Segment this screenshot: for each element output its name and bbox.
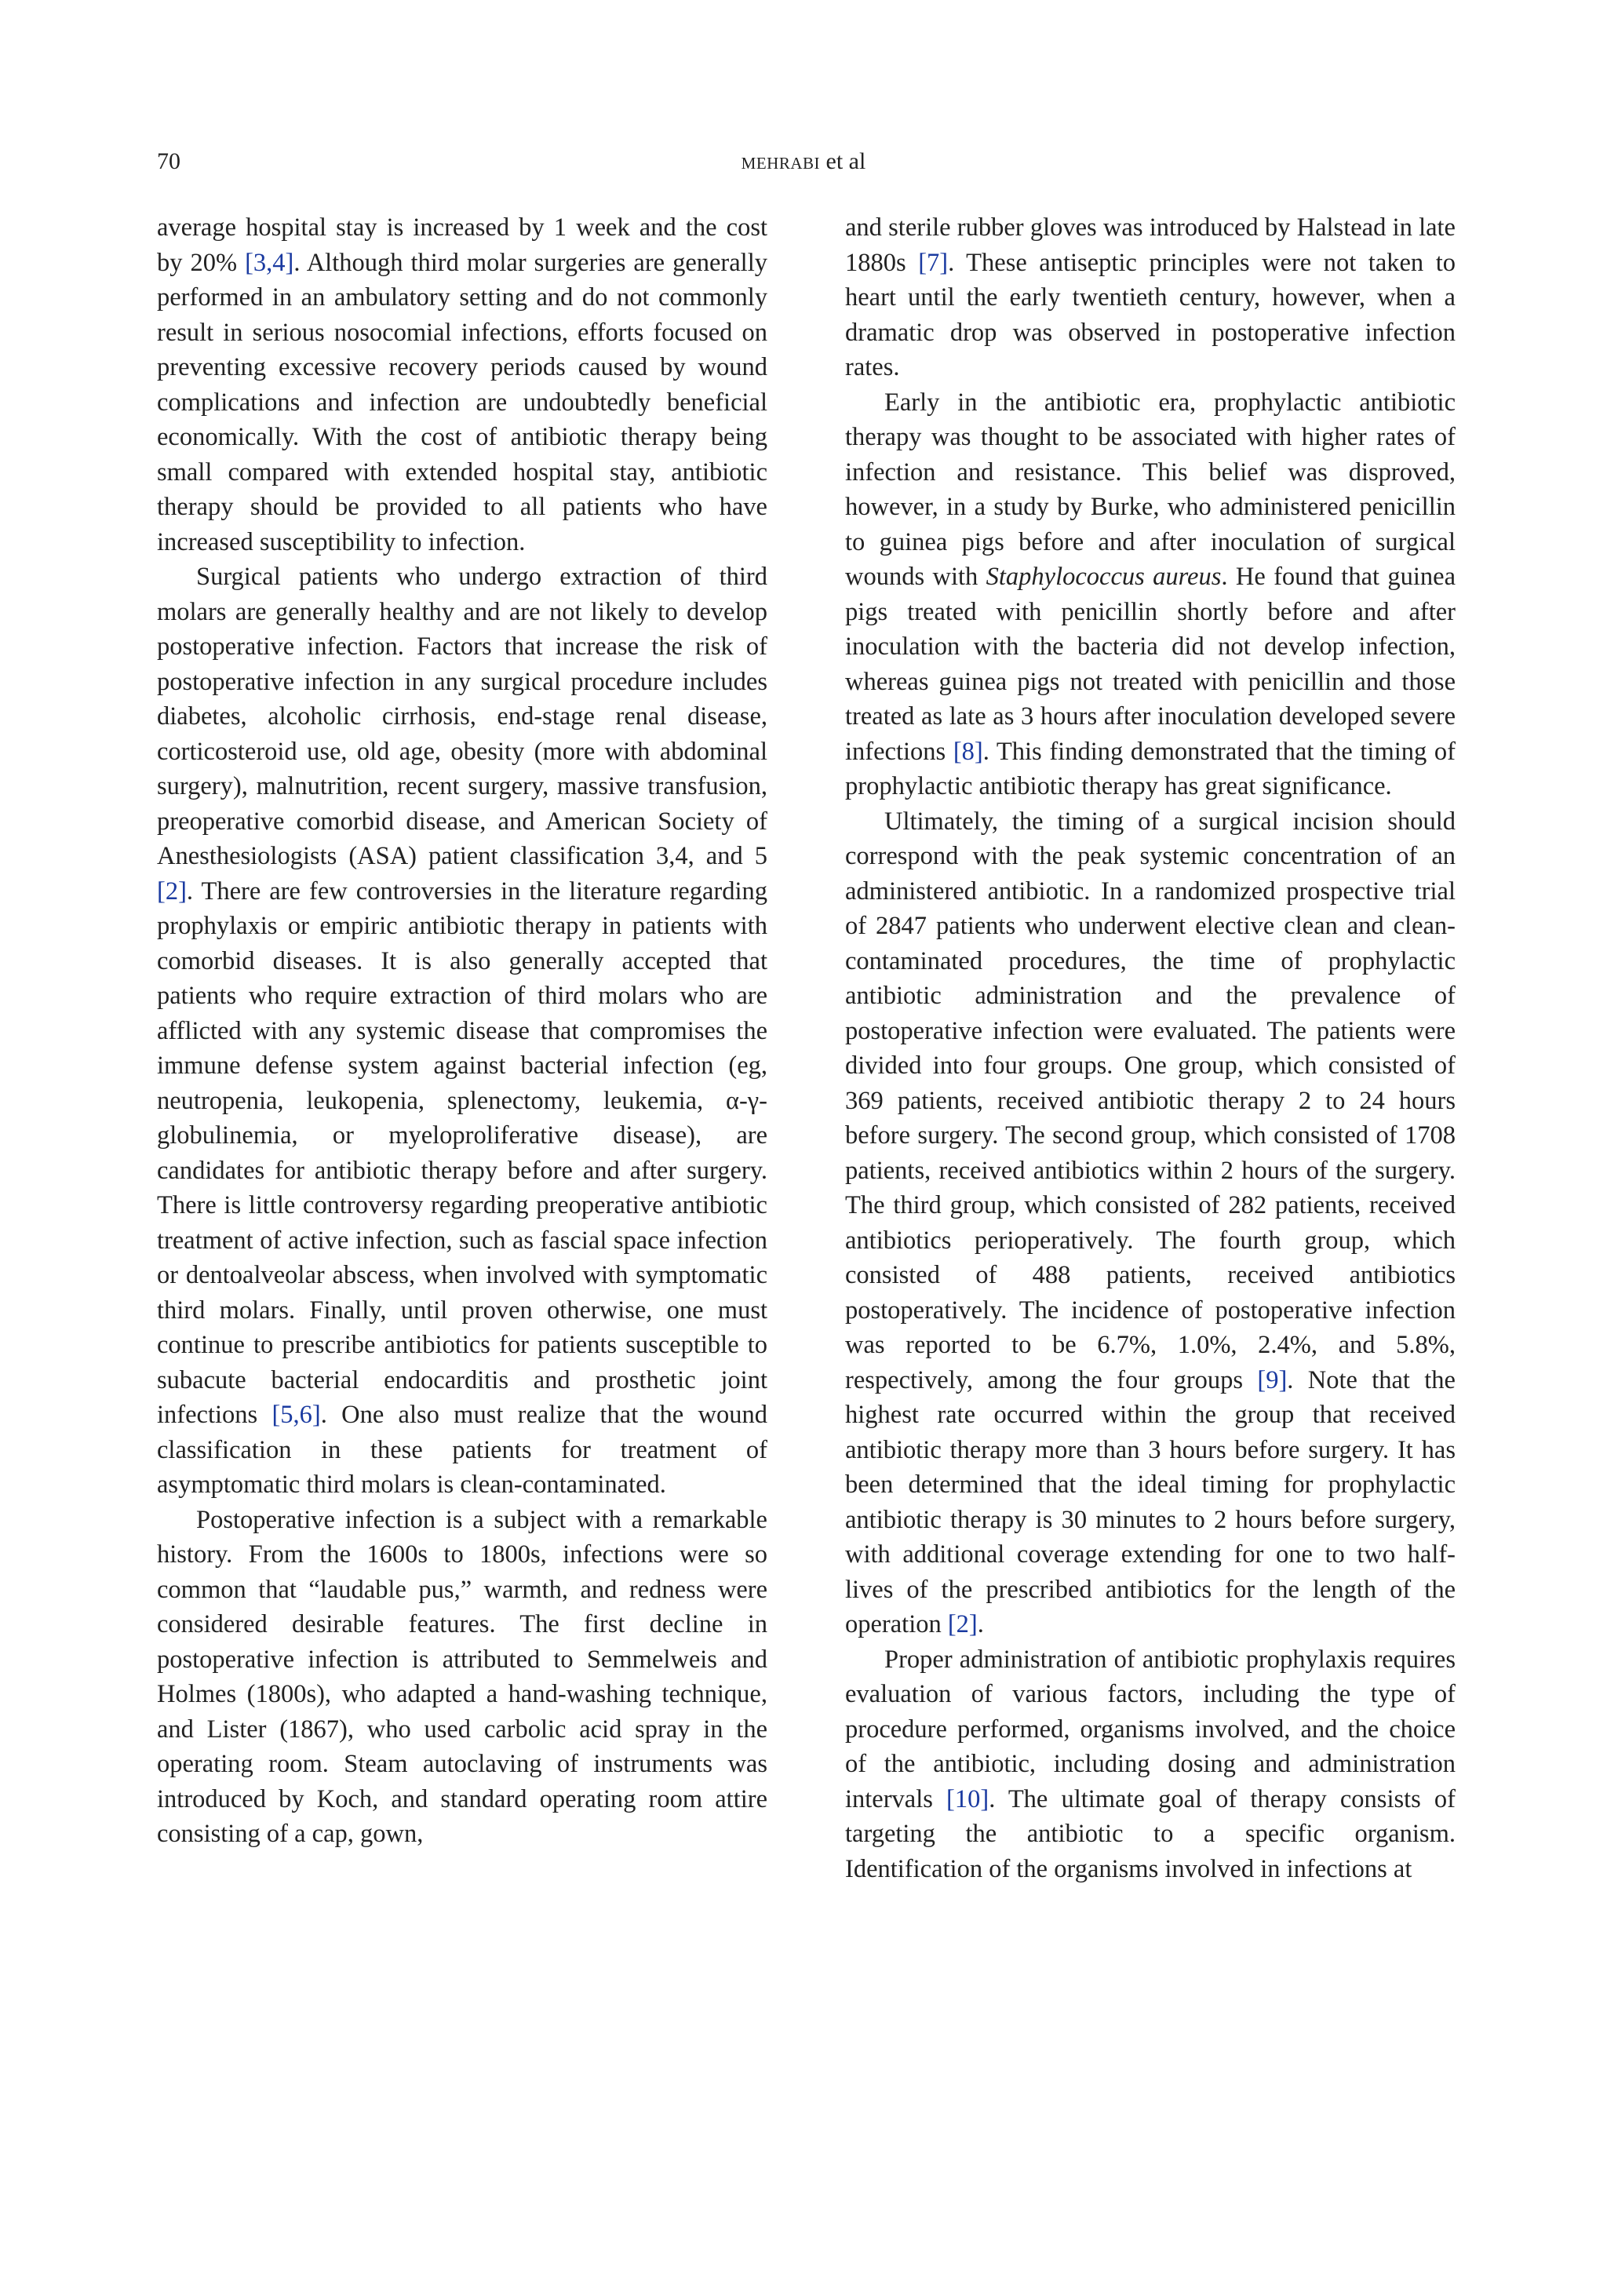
page-number: 70 <box>157 148 180 174</box>
left-paragraph-2: Surgical patients who undergo extraction of third molars are generally healthy and are not likely to develop postoperative infection. Factors that increase the risk of postoperative infection in any surgical procedure includes diabetes, alcoholic cirrhosis, end-stage renal disease, corticosteroid use, old age, obesity (more with abdominal surgery), malnutrition, recent surgery, massive transfusion, preoperative comorbid disease, and American Society of Anesthesiologists (ASA) patient classification 3,4, and 5 [2]. There are few controversies in the literature regarding prophylaxis or empiric antibiotic therapy in patients with comorbid diseases. It is also generally accepted that patients who require extraction of third molars who are afflicted with any systemic disease that compromises the immune defense system against bacterial infection (eg, neutropenia, leukopenia, splenectomy, leukemia, α-γ-globulinemia, or myeloproliferative disease), are candidates for antibiotic therapy before and after surgery. There is little controversy regarding preoperative antibiotic treatment of active infection, such as fascial space infection or dentoalveolar abscess, when involved with symptomatic third molars. Finally, until proven otherwise, one must continue to prescribe antibiotics for patients susceptible to subacute bacterial endocarditis and prosthetic joint infections [5,6]. One also must realize that the wound classification in these patients for treatment of asymptomatic third molars is clean-contaminated. <box>157 563 767 1499</box>
running-head <box>0 148 1607 176</box>
reference-link[interactable]: [2] <box>157 876 187 906</box>
reference-link[interactable]: [2] <box>947 1610 978 1638</box>
right-paragraph-1: and sterile rubber gloves was introduced by Halstead in late 1880s [7]. These antiseptic principles were not taken to heart until the early twentieth century, however, when a dramatic drop was observed in postoperative infection rates. <box>845 213 1456 381</box>
right-column <box>845 210 1456 1886</box>
reference-link[interactable]: [5,6] <box>271 1401 321 1429</box>
reference-link[interactable]: [7] <box>918 248 949 277</box>
right-paragraph-3: Ultimately, the timing of a surgical incision should correspond with the peak systemic concentration of an administered antibiotic. In a randomized prospective trial of 2847 patients who underwent elective clean and clean-contaminated procedures, the time of prophylactic antibiotic administration and the prevalence of postoperative infection were evaluated. The patients were divided into four groups. One group, which consisted of 369 patients, received antibiotic therapy 2 to 24 hours before surgery. The second group, which consisted of 1708 patients, received antibiotics within 2 hours of the surgery. The third group, which consisted of 282 patients, received antibiotics perioperatively. The fourth group, which consisted of 488 patients, received antibiotics postoperatively. The incidence of postoperative infection was reported to be 6.7%, 1.0%, 2.4%, and 5.8%, respectively, among the four groups [9]. Note that the highest rate occurred within the group that received antibiotic therapy more than 3 hours before surgery. It has been determined that the ideal timing for prophylactic antibiotic therapy is 30 minutes to 2 hours before surgery, with additional coverage extending for one to two half-lives of the prescribed antibiotics for the length of the operation [2]. <box>845 807 1456 1638</box>
left-paragraph-3: Postoperative infection is a subject with a remarkable history. From the 1600s to 1800s, infections were so common that “laudable pus,” warmth, and redness were considered desirable features. The first decline in postoperative infection is attributed to Semmelweis and Holmes (1800s), who adapted a hand-washing technique, and Lister (1867), who used carbolic acid spray in the operating room. Steam autoclaving of instruments was introduced by Koch, and standard operating room attire consisting of a cap, gown, <box>157 1505 767 1848</box>
left-column <box>157 210 767 1852</box>
right-paragraph-4: Proper administration of antibiotic prophylaxis requires evaluation of various factors, including the type of procedure performed, organisms involved, and the choice of the antibiotic, including dosing and administration intervals [10]. The ultimate goal of therapy consists of targeting the antibiotic to a specific organism. Identification of the organisms involved in infections at <box>845 1645 1456 1883</box>
reference-link[interactable]: [10] <box>946 1784 989 1813</box>
reference-link[interactable]: [3,4] <box>245 248 294 277</box>
reference-link[interactable]: [9] <box>1257 1365 1288 1394</box>
right-paragraph-2: Early in the antibiotic era, prophylactic antibiotic therapy was thought to be associated with higher rates of infection and resistance. This belief was disproved, however, in a study by Burke, who administered penicillin to guinea pigs before and after inoculation of surgical wounds with Staphylococcus aureus. He found that guinea pigs treated with penicillin shortly before and after inoculation with the bacteria did not develop infection, whereas guinea pigs not treated with penicillin and those treated as late as 3 hours after inoculation developed severe infections [8]. This finding demonstrated that the timing of prophylactic antibiotic therapy has great significance. <box>845 388 1456 800</box>
running-head-etal: et al <box>820 148 866 174</box>
species-name: Staphylococcus aureus <box>986 563 1222 591</box>
running-head-author: mehrabi <box>741 148 821 174</box>
left-paragraph-1: average hospital stay is increased by 1 week and the cost by 20% [3,4]. Although third molar surgeries are generally performed in an ambulatory setting and do not commonly result in serious nosocomial infections, efforts focused on preventing excessive recovery periods caused by wound complications and infection are undoubtedly beneficial economically. With the cost of antibiotic therapy being small compared with extended hospital stay, antibiotic therapy should be provided to all patients who have increased susceptibility to infection. <box>157 213 767 556</box>
reference-link[interactable]: [8] <box>953 737 983 766</box>
